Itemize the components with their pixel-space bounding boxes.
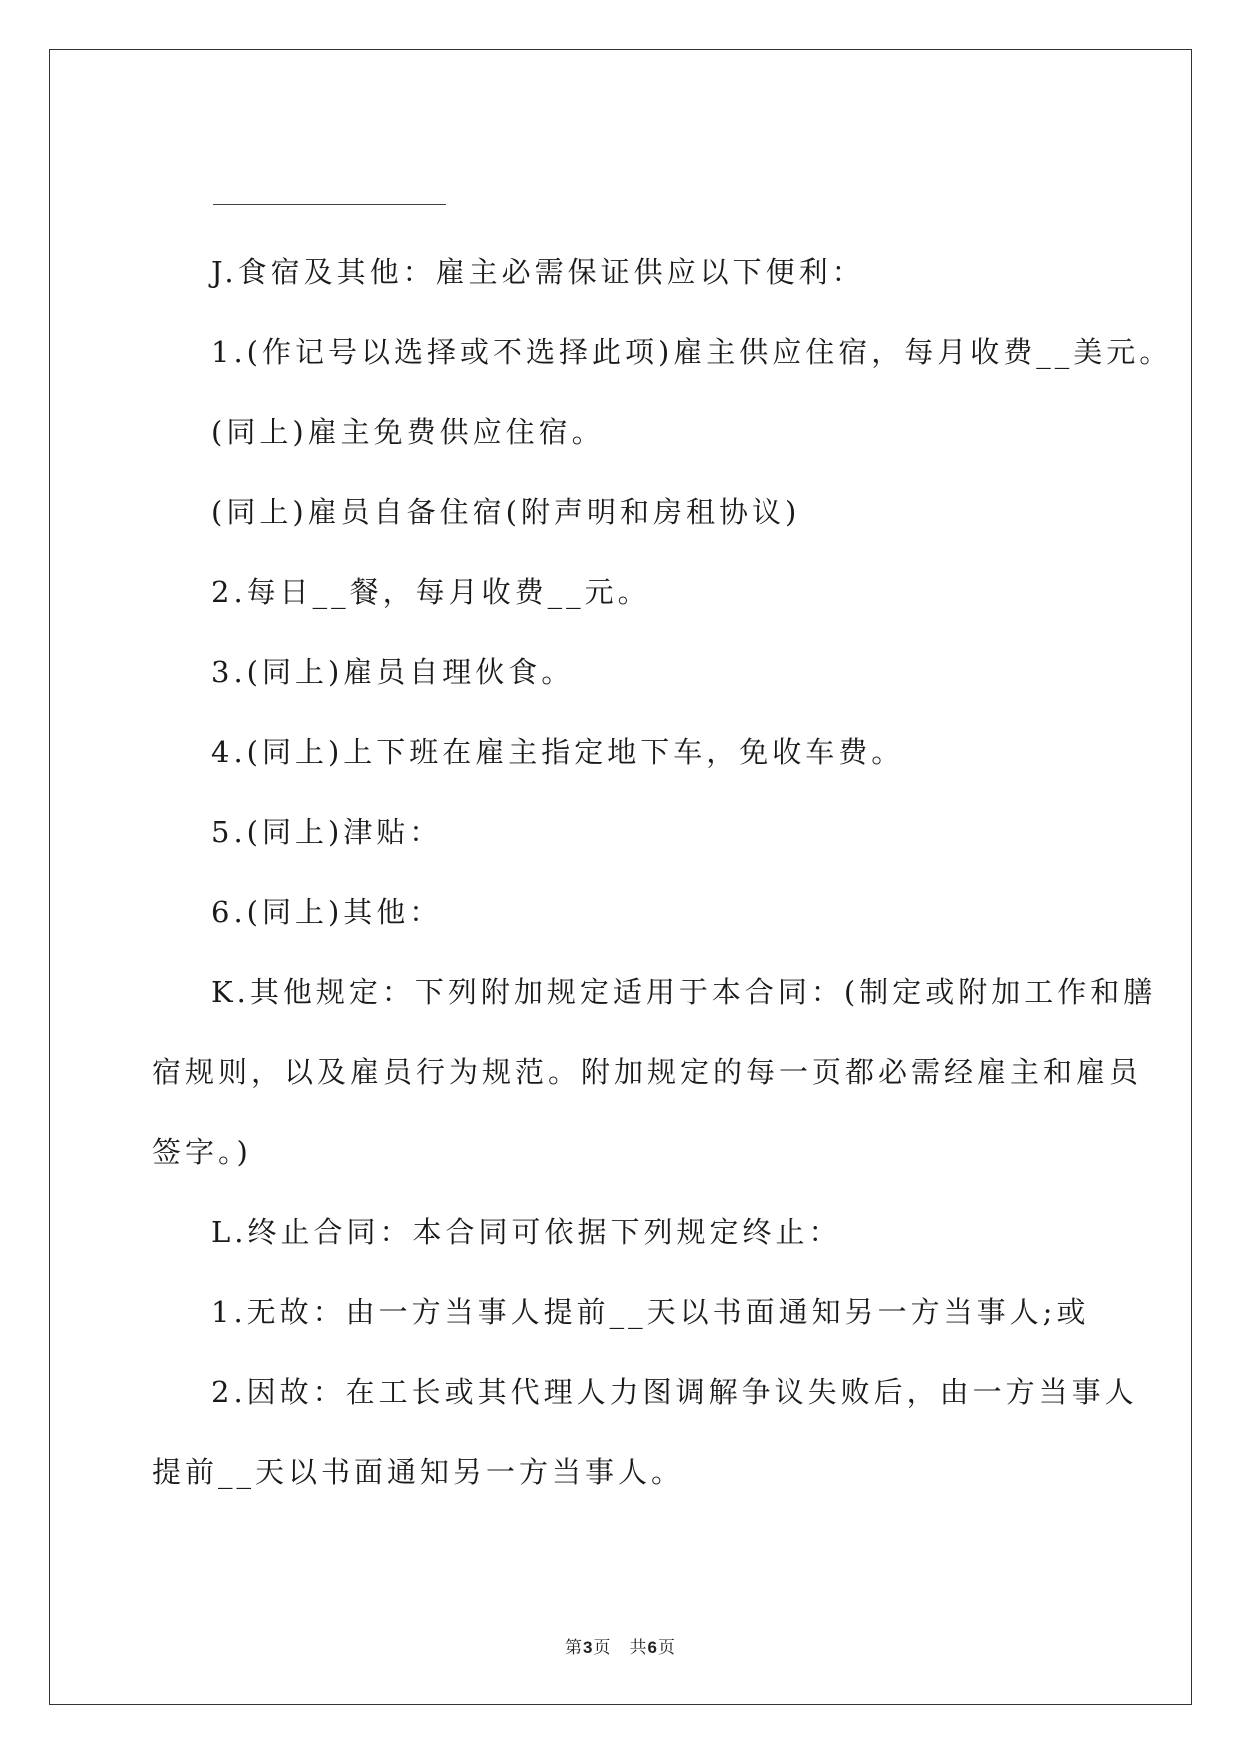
section-j-heading: J.食宿及其他：雇主必需保证供应以下便利： xyxy=(211,255,865,289)
separator-line xyxy=(213,204,446,205)
item-4-transport: 4.(同上)上下班在雇主指定地下车，免收车费。 xyxy=(211,735,905,769)
item-5-allowance: 5.(同上)津贴： xyxy=(211,815,443,849)
page-footer xyxy=(0,1633,1241,1658)
total-pages-number: 6 xyxy=(647,1638,658,1657)
current-page-number: 3 xyxy=(583,1638,594,1657)
section-k-line-2: 宿规则，以及雇员行为规范。附加规定的每一页都必需经雇主和雇员 xyxy=(152,1055,1143,1089)
footer-total-prefix: 共 xyxy=(629,1638,648,1658)
section-k-line-1: K.其他规定：下列附加规定适用于本合同：(制定或附加工作和膳 xyxy=(211,975,1157,1009)
section-l-heading: L.终止合同：本合同可依据下列规定终止： xyxy=(211,1215,842,1249)
item-self-lodging: (同上)雇员自备住宿(附声明和房租协议) xyxy=(211,495,801,529)
termination-item-1: 1.无故：由一方当事人提前__天以书面通知另一方当事人;或 xyxy=(211,1295,1090,1329)
footer-prefix: 第 xyxy=(565,1638,584,1658)
section-k-line-3: 签字。) xyxy=(152,1135,252,1169)
termination-item-2-line-1: 2.因故：在工长或其代理人力图调解争议失败后，由一方当事人 xyxy=(211,1375,1138,1409)
footer-page-unit: 页 xyxy=(593,1638,612,1658)
item-1-lodging-fee: 1.(作记号以选择或不选择此项)雇主供应住宿，每月收费__美元。 xyxy=(211,335,1173,369)
termination-item-2-line-2: 提前__天以书面通知另一方当事人。 xyxy=(152,1455,685,1489)
item-2-meals: 2.每日__餐，每月收费__元。 xyxy=(211,575,651,609)
item-6-other: 6.(同上)其他： xyxy=(211,895,443,929)
item-free-lodging: (同上)雇主免费供应住宿。 xyxy=(211,415,605,449)
footer-total-unit: 页 xyxy=(657,1638,676,1658)
item-3-self-meals: 3.(同上)雇员自理伙食。 xyxy=(211,655,575,689)
